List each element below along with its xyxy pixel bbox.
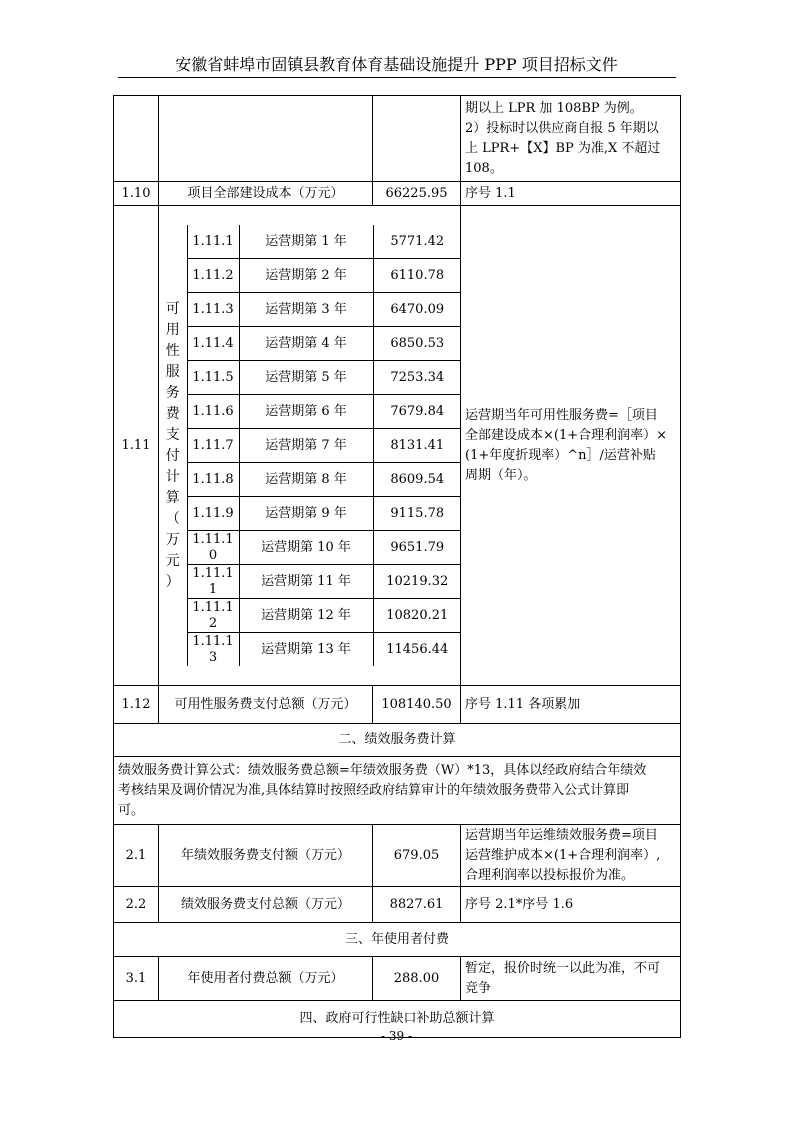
table-cell-no: 2.2	[114, 887, 159, 923]
sub-no-line: 3	[208, 649, 218, 665]
sub-cell-value: 8609.54	[373, 463, 461, 497]
sub-cell-item: 运营期第 13 年	[239, 633, 373, 667]
table-cell-remark	[461, 957, 681, 1001]
table-cell-value: 66225.95	[373, 182, 461, 206]
table-row	[159, 395, 461, 429]
table-row-1-10	[114, 182, 681, 206]
remark-line: 期以上 LPR 加 108BP 为例。	[465, 100, 643, 116]
sub-cell-value: 11456.44	[373, 633, 461, 667]
table-row	[159, 633, 461, 667]
sub-cell-no	[187, 633, 239, 667]
table-row	[159, 497, 461, 531]
sub-cell-item: 运营期第 8 年	[239, 463, 373, 497]
sub-cell-no	[187, 599, 239, 633]
section-heading-row	[114, 724, 681, 757]
sub-cell-value: 5771.42	[373, 225, 461, 259]
remark-line: 暂定，报价时统一以此为准，不可	[465, 960, 661, 976]
table-cell-remark	[461, 825, 681, 887]
remark-line: 周期（年）。	[465, 467, 537, 483]
table-row-2-1	[114, 825, 681, 887]
table-cell-remark: 序号 2.1*序号 1.6	[461, 887, 681, 923]
sub-cell-value: 7253.34	[373, 361, 461, 395]
fee-calculation-table	[113, 95, 681, 1038]
sub-cell-no: 1.11.3	[187, 293, 239, 327]
formula-row	[114, 757, 681, 825]
table-cell-remark	[461, 96, 681, 182]
remark-line: 竞争	[465, 980, 492, 996]
table-row	[159, 565, 461, 599]
table-cell-item	[159, 96, 373, 182]
table-cell-no: 1.12	[114, 686, 159, 724]
sub-cell-no: 1.11.8	[187, 463, 239, 497]
sub-cell-item: 运营期第 9 年	[239, 497, 373, 531]
label-char: 元	[165, 552, 180, 569]
sub-cell-no: 1.11.6	[187, 395, 239, 429]
availability-fee-subtable-cell	[159, 206, 461, 686]
sub-cell-value: 7679.84	[373, 395, 461, 429]
sub-cell-value: 6110.78	[373, 259, 461, 293]
table-cell-value: 108140.50	[373, 686, 461, 724]
sub-cell-value: 10219.32	[373, 565, 461, 599]
table-cell-no: 1.11	[114, 206, 159, 686]
sub-cell-no: 1.11.4	[187, 327, 239, 361]
sub-cell-item: 运营期第 10 年	[239, 531, 373, 565]
sub-cell-no	[187, 531, 239, 565]
remark-line: 运营期当年运维绩效服务费=项目	[465, 827, 658, 843]
sub-cell-item: 运营期第 11 年	[239, 565, 373, 599]
table-row	[159, 599, 461, 633]
sub-cell-item: 运营期第 2 年	[239, 259, 373, 293]
sub-no-line: 1.11.1	[192, 565, 234, 581]
label-char: 服	[165, 363, 180, 380]
label-char: （	[165, 510, 180, 527]
table-row	[159, 429, 461, 463]
section-heading: 四、政府可行性缺口补助总额计算	[114, 1001, 681, 1038]
table-row	[159, 293, 461, 327]
sub-cell-no	[187, 565, 239, 599]
sub-cell-no: 1.11.7	[187, 429, 239, 463]
table-row	[159, 361, 461, 395]
remark-line: 运营维护成本×(1+合理利润率）,	[465, 847, 661, 863]
vertical-label	[159, 225, 187, 666]
sub-no-line: 1.11.1	[192, 599, 234, 615]
table-cell-no: 2.1	[114, 825, 159, 887]
remark-line: 2）投标时以供应商自报 5 年期以	[465, 120, 659, 136]
label-char: ）	[165, 573, 180, 590]
table-row	[159, 463, 461, 497]
label-char: 性	[165, 342, 180, 359]
table-cell-remark: 序号 1.11 各项累加	[461, 686, 681, 724]
label-char: 务	[165, 384, 180, 401]
page-header-title: 安徽省蚌埠市固镇县教育体育基础设施提升 PPP 项目招标文件	[175, 55, 618, 74]
remark-line: 全部建设成本×(1+合理利润率）×	[465, 427, 668, 443]
section-heading: 三、年使用者付费	[114, 923, 681, 957]
sub-cell-value: 10820.21	[373, 599, 461, 633]
table-cell-value: 679.05	[373, 825, 461, 887]
label-char: 算	[165, 489, 180, 506]
remark-line: 合理利润率以投标报价为准。	[465, 867, 635, 883]
table-cell-remark: 序号 1.1	[461, 182, 681, 206]
table-cell-no: 3.1	[114, 957, 159, 1001]
sub-cell-item: 运营期第 6 年	[239, 395, 373, 429]
table-row-1-12	[114, 686, 681, 724]
label-char: 付	[165, 447, 180, 464]
table-row-continuation	[114, 96, 681, 182]
section-heading-row	[114, 923, 681, 957]
sub-cell-value: 8131.41	[373, 429, 461, 463]
table-row	[159, 531, 461, 565]
formula-line: 考核结果及调价情况为准,具体结算时按照经政府结算审计的年绩效服务费带入公式计算即	[118, 782, 630, 798]
sub-cell-item: 运营期第 5 年	[239, 361, 373, 395]
label-char: 支	[165, 426, 180, 443]
remark-line: 108。	[465, 160, 503, 176]
sub-no-line: 1.11.1	[192, 531, 234, 547]
header-divider	[118, 77, 676, 78]
table-cell-value: 8827.61	[373, 887, 461, 923]
table-cell-item: 年绩效服务费支付额（万元）	[159, 825, 373, 887]
sub-cell-item: 运营期第 7 年	[239, 429, 373, 463]
formula-text	[114, 757, 681, 825]
remark-line: 运营期当年可用性服务费=［项目	[465, 407, 658, 423]
table-row	[159, 225, 461, 259]
sub-cell-item: 运营期第 3 年	[239, 293, 373, 327]
sub-cell-no: 1.11.5	[187, 361, 239, 395]
remark-line: (1+年度折现率）^n］/运营补贴	[465, 447, 656, 463]
table-cell-item: 年使用者付费总额（万元）	[159, 957, 373, 1001]
table-cell-value: 288.00	[373, 957, 461, 1001]
sub-cell-no: 1.11.9	[187, 497, 239, 531]
table-cell-item: 项目全部建设成本（万元）	[159, 182, 373, 206]
sub-cell-value: 6850.53	[373, 327, 461, 361]
label-char: 用	[165, 321, 180, 338]
table-row-1-11	[114, 206, 681, 686]
table-cell-no	[114, 96, 159, 182]
table-cell-item: 可用性服务费支付总额（万元）	[159, 686, 373, 724]
table-cell-remark	[461, 206, 681, 686]
table-cell-no: 1.10	[114, 182, 159, 206]
sub-no-line: 1	[208, 581, 218, 597]
table-cell-item: 绩效服务费支付总额（万元）	[159, 887, 373, 923]
table-row	[159, 327, 461, 361]
sub-no-line: 1.11.1	[192, 633, 234, 649]
table-cell-value	[373, 96, 461, 182]
sub-no-line: 0	[208, 547, 218, 563]
availability-fee-subtable	[159, 225, 461, 666]
table-row-2-2	[114, 887, 681, 923]
formula-line: 绩效服务费计算公式：绩效服务费总额=年绩效服务费（W）*13，具体以经政府结合年绩效	[118, 762, 647, 778]
label-char: 可	[165, 300, 180, 317]
sub-cell-value: 6470.09	[373, 293, 461, 327]
sub-cell-value: 9651.79	[373, 531, 461, 565]
sub-cell-no: 1.11.1	[187, 225, 239, 259]
sub-cell-item: 运营期第 4 年	[239, 327, 373, 361]
sub-cell-item: 运营期第 1 年	[239, 225, 373, 259]
sub-cell-value: 9115.78	[373, 497, 461, 531]
label-char: 万	[165, 531, 180, 548]
label-char: 费	[165, 405, 180, 422]
section-heading: 二、绩效服务费计算	[114, 724, 681, 757]
sub-cell-item: 运营期第 12 年	[239, 599, 373, 633]
page-number: - 39 -	[380, 1029, 412, 1043]
sub-no-line: 2	[208, 615, 218, 631]
table-row-3-1	[114, 957, 681, 1001]
formula-line: 可。	[118, 802, 145, 818]
sub-cell-no: 1.11.2	[187, 259, 239, 293]
remark-line: 上 LPR+【X】BP 为准,X 不超过	[465, 140, 661, 156]
table-row	[159, 259, 461, 293]
label-char: 计	[165, 468, 180, 485]
